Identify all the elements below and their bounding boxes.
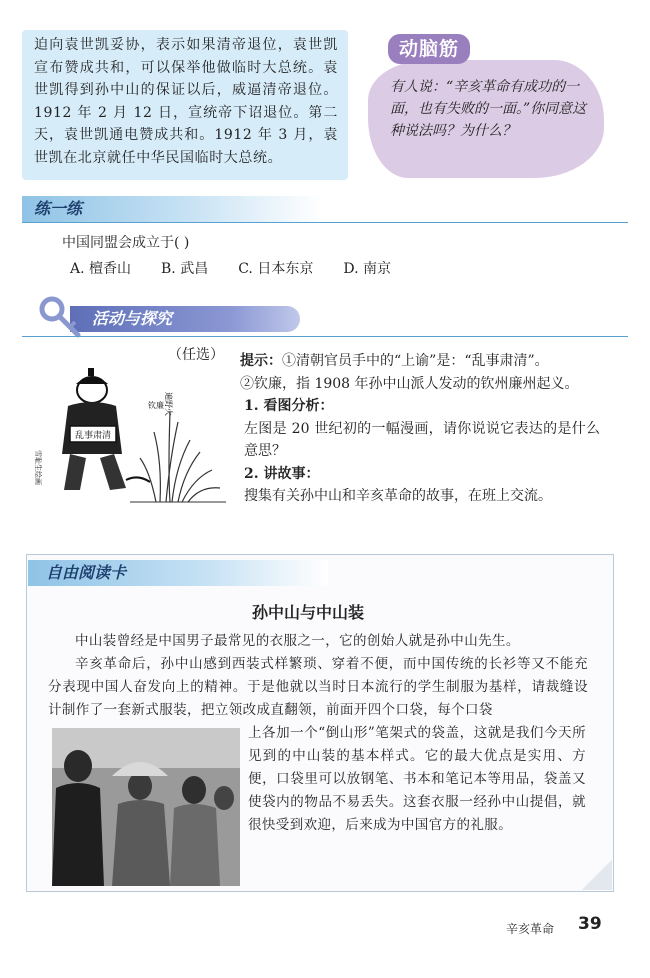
think-title: 动脑筋 — [388, 34, 470, 64]
reading-para-1 — [48, 630, 588, 653]
reading-card-title: 自由阅读卡 — [46, 563, 127, 582]
hint-line-1 — [240, 350, 600, 373]
cartoon-fire-label: 遍野火 — [164, 392, 173, 416]
intro-text-box — [22, 30, 348, 180]
reading-article-title: 孙中山与中山装 — [252, 603, 365, 622]
activity-rule — [22, 336, 628, 337]
reading-para-3 — [248, 722, 586, 837]
page-fold-corner — [582, 860, 612, 890]
option-a: A. 檀香山 — [70, 261, 132, 277]
task1-text: 左图是 20 世纪初的一幅漫画，请你说说它表达的是什么意思？ — [244, 420, 600, 459]
para2-text: 辛亥革命后，孙中山感到西装式样繁琐、穿着不便，而中国传统的长衫等又不能充分表现中国人奋发向上的精神。于是他就以当时日本流行的学生制服为基样，请裁缝设计制作了一套新式服装，把立领改成直翻领，前面开四个口袋，每个口袋 — [48, 656, 588, 718]
practice-rule — [22, 222, 628, 223]
cartoon-illustration — [30, 362, 230, 512]
activity-content — [240, 350, 600, 508]
page-number: 39 — [578, 914, 602, 934]
practice-title: 练一练 — [34, 199, 83, 218]
task1-title: 1. 看图分析： — [244, 398, 334, 414]
practice-header-bar — [22, 196, 322, 222]
cartoon-side-label: 雪耻生绘画 — [34, 450, 42, 485]
option-b: B. 武昌 — [161, 261, 209, 277]
cartoon-place-label: 钦廉 — [148, 401, 164, 410]
key-icon — [38, 295, 84, 341]
para1-text: 中山装曾经是中国男子最常见的衣服之一，它的创始人就是孙中山先生。 — [75, 633, 520, 649]
practice-options — [70, 258, 391, 278]
activity-header-bar — [70, 306, 300, 332]
reading-para-2 — [48, 653, 588, 722]
cartoon-sign-label: 乱事肃清 — [74, 431, 112, 441]
hint-line-2: ②钦廉，指 1908 年孙中山派人发动的钦州廉州起义。 — [240, 375, 579, 392]
practice-question: 中国同盟会成立于( ) — [62, 235, 190, 251]
para3-text: 上各加一个“倒山形”笔架式的袋盖，这就是我们今天所见到的中山装的基本样式。它的最大优点是实用、方便，口袋里可以放钢笔、书本和笔记本等用品，袋盖又使袋内的物品不易丢失。这套衣服一经孙中山提倡，就很快受到欢迎，后来成为中国官方的礼服。 — [248, 725, 586, 833]
optional-label: （任选） — [168, 347, 224, 363]
intro-paragraph: 迫向袁世凯妥协，表示如果清帝退位，袁世凯宣布赞成共和，可以保举他做临时大总统。袁世凯得到孙中山的保证以后，威逼清帝退位。1912 年 2 月 12 日，宣统帝下诏退位。第二天，袁世凯通电赞成共和。1912 年 3 月，袁世凯在北京就任中华民国临时大总统。 — [34, 37, 338, 166]
hint-1: ①清朝官员手中的“上谕”是：“乱事肃清”。 — [282, 353, 549, 369]
think-bubble — [368, 60, 604, 178]
historical-photo — [52, 728, 240, 886]
hint-label: 提示： — [240, 353, 282, 369]
option-c: C. 日本东京 — [238, 261, 314, 277]
task2-text: 搜集有关孙中山和辛亥革命的故事，在班上交流。 — [244, 488, 552, 504]
think-text: 有人说：“辛亥革命有成功的一面，也有失败的一面。”你同意这种说法吗？为什么？ — [390, 79, 587, 139]
task2-title: 2. 讲故事： — [244, 465, 320, 482]
activity-title: 活动与探究 — [92, 309, 173, 328]
footer-chapter: 辛亥革命 — [506, 922, 555, 936]
option-d: D. 南京 — [343, 261, 391, 277]
